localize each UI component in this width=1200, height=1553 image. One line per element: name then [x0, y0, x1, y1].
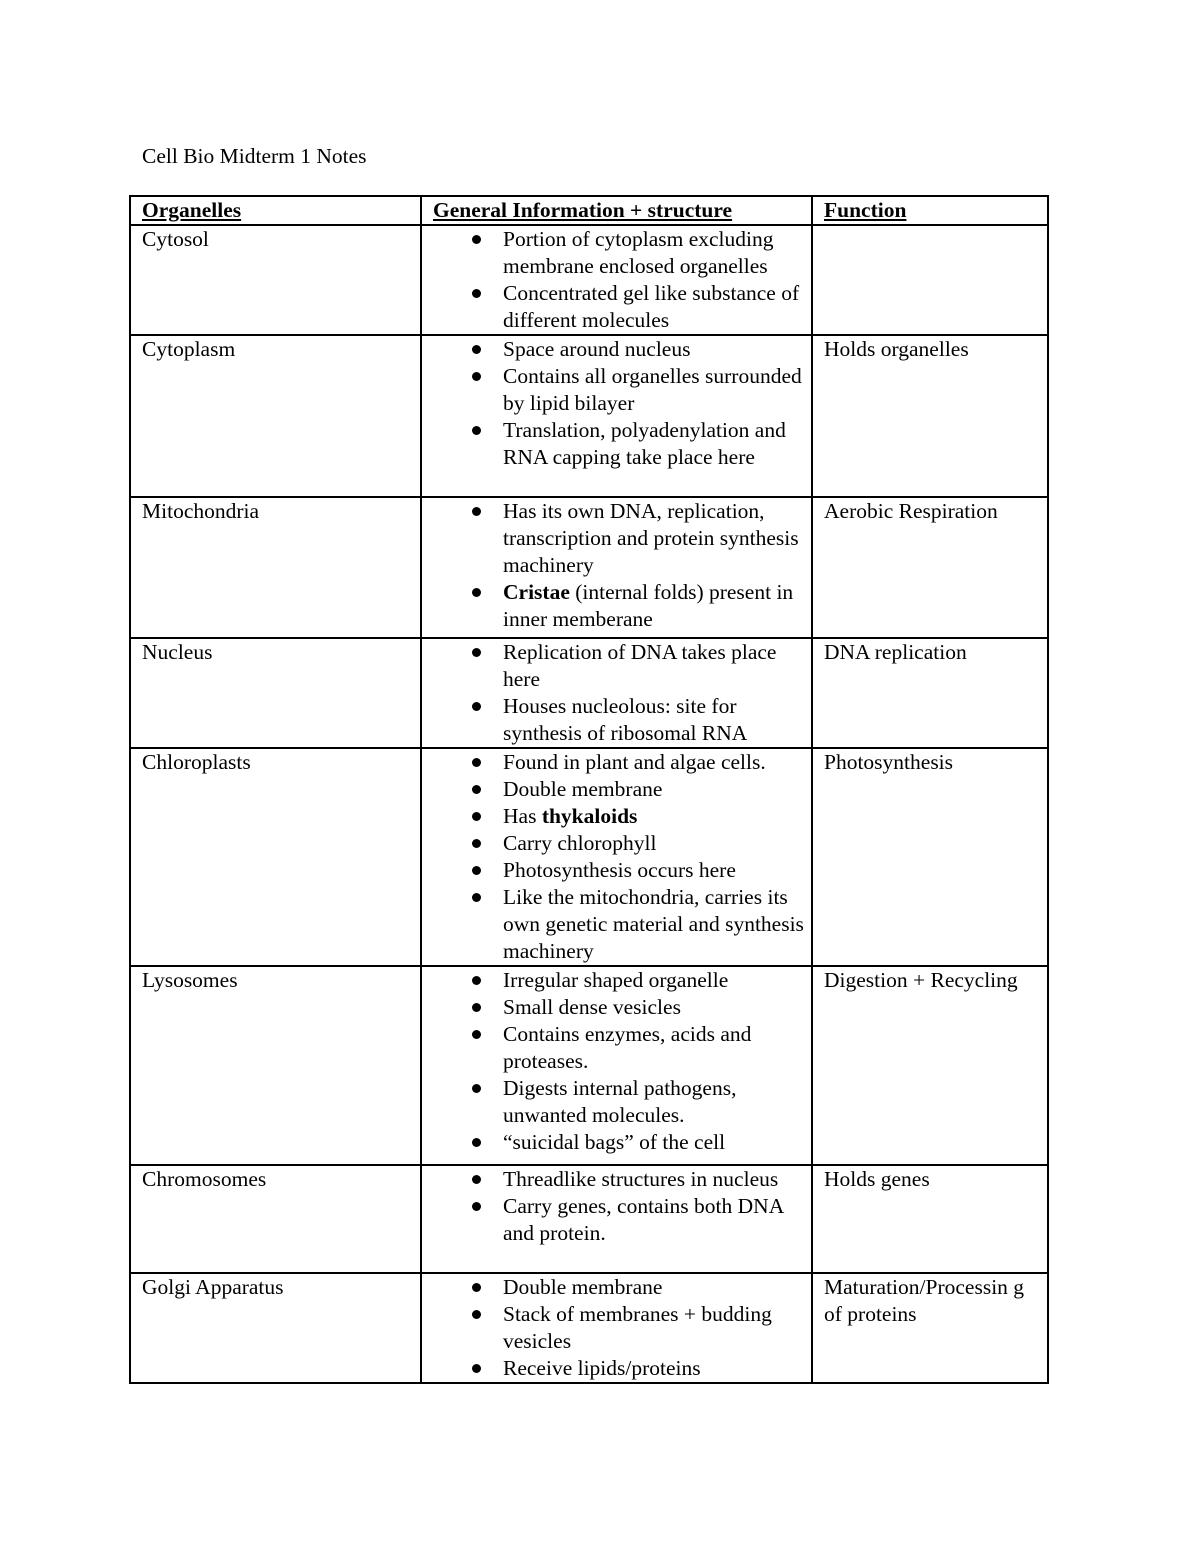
list-item: Carry chlorophyll	[433, 830, 805, 857]
table-row	[130, 225, 1048, 335]
function-cell: DNA replication	[812, 638, 1048, 748]
list-item: Photosynthesis occurs here	[433, 857, 805, 884]
list-item: Threadlike structures in nucleus	[433, 1166, 805, 1193]
function-cell: Digestion + Recycling	[812, 966, 1048, 1165]
info-cell	[421, 966, 812, 1165]
organelle-cell: Chloroplasts	[130, 748, 421, 966]
list-item: Space around nucleus	[433, 336, 805, 363]
header-organelles: Organelles	[130, 196, 421, 225]
table-row	[130, 497, 1048, 638]
table-row	[130, 335, 1048, 497]
info-cell	[421, 335, 812, 497]
list-item: Replication of DNA takes place here	[433, 639, 805, 693]
organelle-cell: Cytoplasm	[130, 335, 421, 497]
info-cell	[421, 497, 812, 638]
function-cell	[812, 225, 1048, 335]
list-item: Concentrated gel like substance of different molecules	[433, 280, 805, 334]
list-item: Double membrane	[433, 776, 805, 803]
info-cell	[421, 1165, 812, 1273]
function-cell: Photosynthesis	[812, 748, 1048, 966]
list-item: Has its own DNA, replication, transcription and protein synthesis machinery	[433, 498, 805, 579]
organelle-cell: Golgi Apparatus	[130, 1273, 421, 1383]
info-cell	[421, 225, 812, 335]
organelle-cell: Lysosomes	[130, 966, 421, 1165]
list-item: Houses nucleolous: site for synthesis of ribosomal RNA	[433, 693, 805, 747]
page-title: Cell Bio Midterm 1 Notes	[142, 144, 367, 168]
list-item: Contains all organelles surrounded by lipid bilayer	[433, 363, 805, 417]
list-item: Double membrane	[433, 1274, 805, 1301]
list-item: Cristae (internal folds) present in inner memberane	[433, 579, 805, 633]
header-general-information: General Information + structure	[421, 196, 812, 225]
function-cell: Holds organelles	[812, 335, 1048, 497]
organelle-cell: Nucleus	[130, 638, 421, 748]
list-item: Translation, polyadenylation and RNA capping take place here	[433, 417, 805, 471]
header-function: Function	[812, 196, 1048, 225]
list-item: Found in plant and algae cells.	[433, 749, 805, 776]
organelle-cell: Cytosol	[130, 225, 421, 335]
list-item: Digests internal pathogens, unwanted molecules.	[433, 1075, 805, 1129]
list-item: Receive lipids/proteins	[433, 1355, 805, 1382]
table-row	[130, 1273, 1048, 1383]
list-item: Portion of cytoplasm excluding membrane enclosed organelles	[433, 226, 805, 280]
table-row	[130, 966, 1048, 1165]
table-row	[130, 1165, 1048, 1273]
info-cell	[421, 1273, 812, 1383]
list-item: Carry genes, contains both DNA and protein.	[433, 1193, 805, 1247]
table-row	[130, 638, 1048, 748]
function-cell: Maturation/Processin g of proteins	[812, 1273, 1048, 1383]
list-item: Has thykaloids	[433, 803, 805, 830]
list-item: Like the mitochondria, carries its own genetic material and synthesis machinery	[433, 884, 805, 965]
organelle-cell: Chromosomes	[130, 1165, 421, 1273]
info-cell	[421, 748, 812, 966]
organelle-table	[129, 195, 1049, 1384]
list-item: Contains enzymes, acids and proteases.	[433, 1021, 805, 1075]
list-item: Stack of membranes + budding vesicles	[433, 1301, 805, 1355]
table-row	[130, 748, 1048, 966]
list-item: “suicidal bags” of the cell	[433, 1129, 805, 1156]
function-cell: Aerobic Respiration	[812, 497, 1048, 638]
organelle-cell: Mitochondria	[130, 497, 421, 638]
list-item: Small dense vesicles	[433, 994, 805, 1021]
list-item: Irregular shaped organelle	[433, 967, 805, 994]
function-cell: Holds genes	[812, 1165, 1048, 1273]
header-row	[130, 196, 1048, 225]
info-cell	[421, 638, 812, 748]
